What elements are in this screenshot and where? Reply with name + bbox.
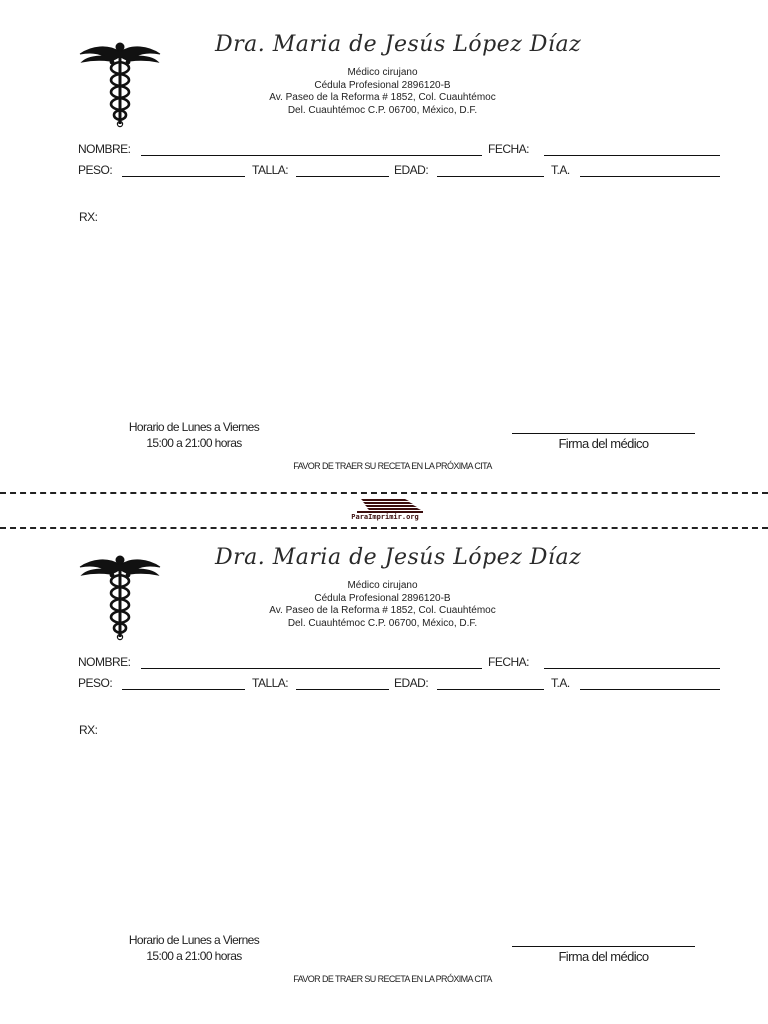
nombre-label: NOMBRE: (78, 655, 131, 669)
edad-label: EDAD: (394, 676, 429, 690)
doctor-license: Cédula Profesional 2896120-B (314, 80, 451, 91)
signature-label: Firma del médico (558, 949, 649, 964)
prescription-slip-bottom (0, 513, 768, 1003)
edad-field[interactable] (437, 689, 544, 690)
signature-line[interactable] (512, 946, 695, 947)
peso-field[interactable] (122, 689, 245, 690)
talla-field[interactable] (296, 176, 389, 177)
stripes-logo-icon (343, 498, 427, 514)
edad-label: EDAD: (394, 163, 429, 177)
doctor-license: Cédula Profesional 2896120-B (314, 593, 451, 604)
signature-line[interactable] (512, 433, 695, 434)
fecha-field[interactable] (544, 668, 720, 669)
caduceus-icon (78, 551, 162, 641)
schedule-hours: 15:00 a 21:00 horas (146, 436, 242, 450)
caduceus-icon (78, 38, 162, 128)
watermark-text: ParaImprimir.org (351, 513, 419, 521)
talla-field[interactable] (296, 689, 389, 690)
doctor-name: Dra. Maria de Jesús López Díaz (215, 545, 582, 570)
peso-label: PESO: (78, 163, 113, 177)
prescription-slip-top (0, 0, 768, 490)
nombre-field[interactable] (141, 155, 482, 156)
footer-note: FAVOR DE TRAER SU RECETA EN LA PRÓXIMA CITA (293, 974, 492, 984)
schedule-hours: 15:00 a 21:00 horas (146, 949, 242, 963)
doctor-address-line1: Av. Paseo de la Reforma # 1852, Col. Cuauhtémoc (269, 92, 496, 103)
ta-field[interactable] (580, 176, 720, 177)
signature-label: Firma del médico (558, 436, 649, 451)
fecha-label: FECHA: (488, 655, 530, 669)
schedule-days: Horario de Lunes a Viernes (128, 933, 260, 947)
rx-label: RX: (79, 210, 98, 224)
ta-label: T.A. (551, 163, 570, 177)
doctor-specialty: Médico cirujano (347, 580, 418, 591)
fecha-label: FECHA: (488, 142, 530, 156)
talla-label: TALLA: (252, 163, 289, 177)
doctor-address-line1: Av. Paseo de la Reforma # 1852, Col. Cuauhtémoc (269, 605, 496, 616)
peso-label: PESO: (78, 676, 113, 690)
cut-line-top (0, 492, 768, 494)
doctor-name: Dra. Maria de Jesús López Díaz (215, 32, 582, 57)
peso-field[interactable] (122, 176, 245, 177)
doctor-address-line2: Del. Cuauhtémoc C.P. 06700, México, D.F. (287, 105, 478, 116)
edad-field[interactable] (437, 176, 544, 177)
rx-label: RX: (79, 723, 98, 737)
schedule-days: Horario de Lunes a Viernes (128, 420, 260, 434)
footer-note: FAVOR DE TRAER SU RECETA EN LA PRÓXIMA CITA (293, 461, 492, 471)
fecha-field[interactable] (544, 155, 720, 156)
nombre-label: NOMBRE: (78, 142, 131, 156)
doctor-specialty: Médico cirujano (347, 67, 418, 78)
doctor-address-line2: Del. Cuauhtémoc C.P. 06700, México, D.F. (287, 618, 478, 629)
nombre-field[interactable] (141, 668, 482, 669)
ta-field[interactable] (580, 689, 720, 690)
talla-label: TALLA: (252, 676, 289, 690)
ta-label: T.A. (551, 676, 570, 690)
